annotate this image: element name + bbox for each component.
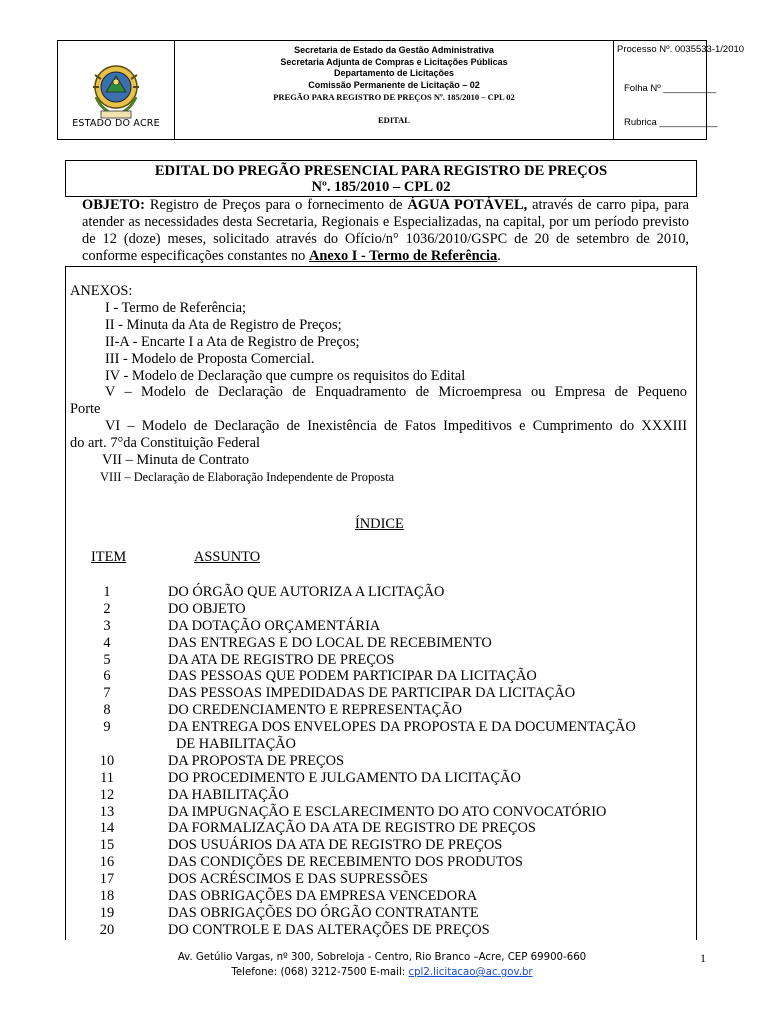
indice-row-number: 20	[99, 921, 115, 938]
indice-row-subject	[168, 702, 688, 719]
footer-phone: Telefone: (068) 3212-7500 E-mail:	[231, 967, 409, 978]
indice-row-number: 18	[99, 888, 115, 905]
indice-row-number: 2	[103, 600, 111, 617]
indice-row-number: 17	[99, 871, 115, 888]
indice-row-subject-continuation: DE HABILITAÇÃO	[176, 736, 296, 753]
objeto-product: ÁGUA POTÁVEL,	[407, 197, 528, 213]
page-number: 1	[700, 951, 706, 965]
anexo-item: II - Minuta da Ata de Registro de Preços;	[105, 316, 342, 333]
indice-row-subject	[168, 719, 688, 753]
indice-row-subject	[168, 905, 688, 922]
rubrica-field: Rubrica ___________	[624, 117, 718, 128]
anexo-item: II-A - Encarte I a Ata de Registro de Preços;	[105, 333, 360, 350]
indice-row	[90, 719, 690, 753]
indice-column-assunto: ASSUNTO	[194, 549, 261, 565]
indice-row-subject-text: DAS PESSOAS QUE PODEM PARTICIPAR DA LICITAÇÃO	[168, 668, 537, 685]
state-name-label: ESTADO DO ACRE	[72, 118, 160, 129]
indice-row-subject-text: DAS OBRIGAÇÕES DO ÓRGÃO CONTRATANTE	[168, 904, 479, 921]
indice-row-subject	[168, 871, 688, 888]
indice-row-subject-text: DOS ACRÉSCIMOS E DAS SUPRESSÕES	[168, 871, 428, 888]
edital-title: EDITAL DO PREGÃO PRESENCIAL PARA REGISTRO DE PREÇOS	[154, 163, 608, 179]
indice-row-number: 1	[103, 584, 111, 600]
header-line: Departamento de Licitações	[333, 68, 455, 78]
indice-row-subject-text: DO PROCEDIMENTO E JULGAMENTO DA LICITAÇÃO	[168, 769, 521, 786]
indice-row-number: 4	[103, 634, 111, 651]
indice-row-subject	[168, 922, 688, 939]
indice-row-subject-text: DA IMPUGNAÇÃO E ESCLARECIMENTO DO ATO CONVOCATÓRIO	[168, 803, 607, 820]
indice-row-subject	[168, 787, 688, 804]
process-number: Processo Nº. 0035533-1/2010	[617, 44, 745, 55]
indice-row	[90, 668, 690, 685]
indice-row-number: 9	[103, 719, 111, 736]
footer-contact	[0, 967, 767, 978]
indice-row	[90, 601, 690, 618]
indice-row-subject-text: DA ENTREGA DOS ENVELOPES DA PROPOSTA E DA DOCUMENTAÇÃO	[168, 719, 636, 736]
indice-row-subject	[168, 804, 688, 821]
anexo-item: VIII – Declaração de Elaboração Independente de Proposta	[100, 469, 395, 484]
anexos-heading: ANEXOS:	[70, 283, 133, 299]
indice-row	[90, 635, 690, 652]
indice-row-subject	[168, 652, 688, 669]
indice-row-subject-text: DO ÓRGÃO QUE AUTORIZA A LICITAÇÃO	[168, 584, 445, 600]
objeto-paragraph	[82, 197, 689, 265]
document-header	[57, 40, 745, 140]
indice-row	[90, 804, 690, 821]
indice-row	[90, 685, 690, 702]
indice-row-subject-text: DA HABILITAÇÃO	[168, 786, 289, 803]
anexo-item: I - Termo de Referência;	[105, 299, 246, 316]
indice-row	[90, 652, 690, 669]
indice-row-subject-text: DAS OBRIGAÇÕES DA EMPRESA VENCEDORA	[168, 888, 478, 905]
indice-row-subject	[168, 837, 688, 854]
state-coat-of-arms-icon	[88, 61, 144, 125]
anexo-item-continuation: do art. 7°da Constituição Federal	[70, 435, 260, 452]
indice-row-subject-text: DAS CONDIÇÕES DE RECEBIMENTO DOS PRODUTOS	[168, 854, 523, 871]
indice-row-number: 13	[99, 803, 115, 820]
objeto-period: .	[497, 248, 501, 264]
indice-row-subject	[168, 668, 688, 685]
indice-row-number: 16	[99, 854, 115, 871]
header-line: Secretaria Adjunta de Compras e Licitações Públicas	[280, 56, 508, 67]
indice-row-subject	[168, 888, 688, 905]
indice-row	[90, 922, 690, 939]
folha-field: Folha Nº __________	[624, 83, 717, 94]
indice-row-number: 5	[103, 651, 111, 668]
indice-row-number: 6	[103, 668, 111, 685]
edital-number: Nº. 185/2010 – CPL 02	[311, 179, 451, 195]
footer-address: Av. Getúlio Vargas, nº 300, Sobreloja - Centro, Rio Branco –Acre, CEP 69900-660	[177, 952, 587, 963]
anexo-item: IV - Modelo de Declaração que cumpre os requisitos do Edital	[105, 367, 466, 384]
indice-row-subject	[168, 770, 688, 787]
indice-row-subject-text: DA DOTAÇÃO ORÇAMENTÁRIA	[168, 617, 381, 634]
indice-column-item: ITEM	[91, 549, 127, 565]
indice-row-subject-text: DAS PESSOAS IMPEDIDADAS DE PARTICIPAR DA LICITAÇÃO	[168, 685, 576, 702]
objeto-text: Registro de Preços para o fornecimento de	[144, 197, 408, 213]
indice-row-subject-text: DO CONTROLE E DAS ALTERAÇÕES DE PREÇOS	[168, 921, 490, 938]
indice-row-number: 3	[103, 617, 111, 634]
indice-row-number: 8	[103, 702, 111, 719]
indice-table	[90, 584, 690, 939]
indice-row	[90, 820, 690, 837]
anexo-item-continuation: Porte	[70, 401, 101, 418]
indice-row-number: 15	[99, 837, 115, 854]
indice-row	[90, 888, 690, 905]
anexo-item: VII – Minuta de Contrato	[102, 452, 250, 469]
indice-row-subject-text: DOS USUÁRIOS DA ATA DE REGISTRO DE PREÇOS	[168, 837, 503, 854]
indice-row-subject	[168, 753, 688, 770]
indice-row-subject-text: DA PROPOSTA DE PREÇOS	[168, 752, 344, 769]
header-pregao-line: PREGÃO PARA REGISTRO DE PREÇOS Nº. 185/2010 – CPL 02	[273, 92, 515, 102]
indice-row	[90, 584, 690, 601]
edital-title-box	[65, 160, 697, 197]
indice-row-subject	[168, 854, 688, 871]
anexo-item: VI – Modelo de Declaração de Inexistência de Fatos Impeditivos e Cumprimento do XXXIII	[105, 418, 687, 435]
indice-row	[90, 770, 690, 787]
anexo-item: III - Modelo de Proposta Comercial.	[105, 350, 315, 367]
anexo-item: V – Modelo de Declaração de Enquadramento de Microempresa ou Empresa de Pequeno	[105, 384, 687, 401]
indice-row-number: 19	[99, 904, 115, 921]
indice-row	[90, 905, 690, 922]
indice-row	[90, 871, 690, 888]
indice-row-subject	[168, 584, 688, 601]
indice-row-number: 11	[100, 769, 114, 786]
indice-row-subject-text: DAS ENTREGAS E DO LOCAL DE RECEBIMENTO	[168, 634, 492, 651]
indice-row-subject	[168, 820, 688, 837]
indice-row-subject	[168, 601, 688, 618]
anexos-list	[70, 283, 687, 486]
header-edital-label: EDITAL	[378, 115, 410, 125]
objeto-annex-reference: Anexo I - Termo de Referência	[308, 248, 498, 264]
objeto-label: OBJETO:	[82, 197, 145, 213]
objeto-text: através de carro pipa, para atender as necessidades desta Secretaria, Regionais e Especializadas, na capital, por um período previsto de 12 (doze) meses, solicitado através do Ofício/n° 1036/2010/GSPC de 20 de setembro de 2010, conforme especificações constantes no	[82, 197, 689, 264]
indice-row-number: 10	[99, 752, 115, 769]
indice-row-subject	[168, 618, 688, 635]
indice-row	[90, 618, 690, 635]
indice-row-subject-text: DA FORMALIZAÇÃO DA ATA DE REGISTRO DE PREÇOS	[168, 820, 536, 837]
header-agency-cell	[175, 41, 614, 139]
indice-row	[90, 753, 690, 770]
header-logo-cell	[58, 41, 175, 139]
indice-row	[90, 787, 690, 804]
indice-row-number: 12	[99, 786, 115, 803]
footer-email-link[interactable]: cpl2.licitacao@ac.gov.br	[408, 967, 533, 978]
indice-row	[90, 837, 690, 854]
indice-row-subject-text: DO CREDENCIAMENTO E REPRESENTAÇÃO	[168, 702, 462, 719]
indice-row	[90, 854, 690, 871]
indice-row	[90, 702, 690, 719]
header-line: Secretaria de Estado da Gestão Administrativa	[294, 45, 494, 55]
indice-row-subject	[168, 685, 688, 702]
indice-heading: ÍNDICE	[355, 516, 404, 532]
indice-row-number: 14	[99, 820, 115, 837]
header-process-cell	[614, 41, 745, 139]
indice-row-subject-text: DO OBJETO	[168, 600, 246, 617]
indice-row-subject-text: DA ATA DE REGISTRO DE PREÇOS	[168, 651, 395, 668]
header-line: Comissão Permanente de Licitação – 02	[308, 79, 480, 90]
indice-row-subject	[168, 635, 688, 652]
indice-row-number: 7	[103, 685, 111, 702]
